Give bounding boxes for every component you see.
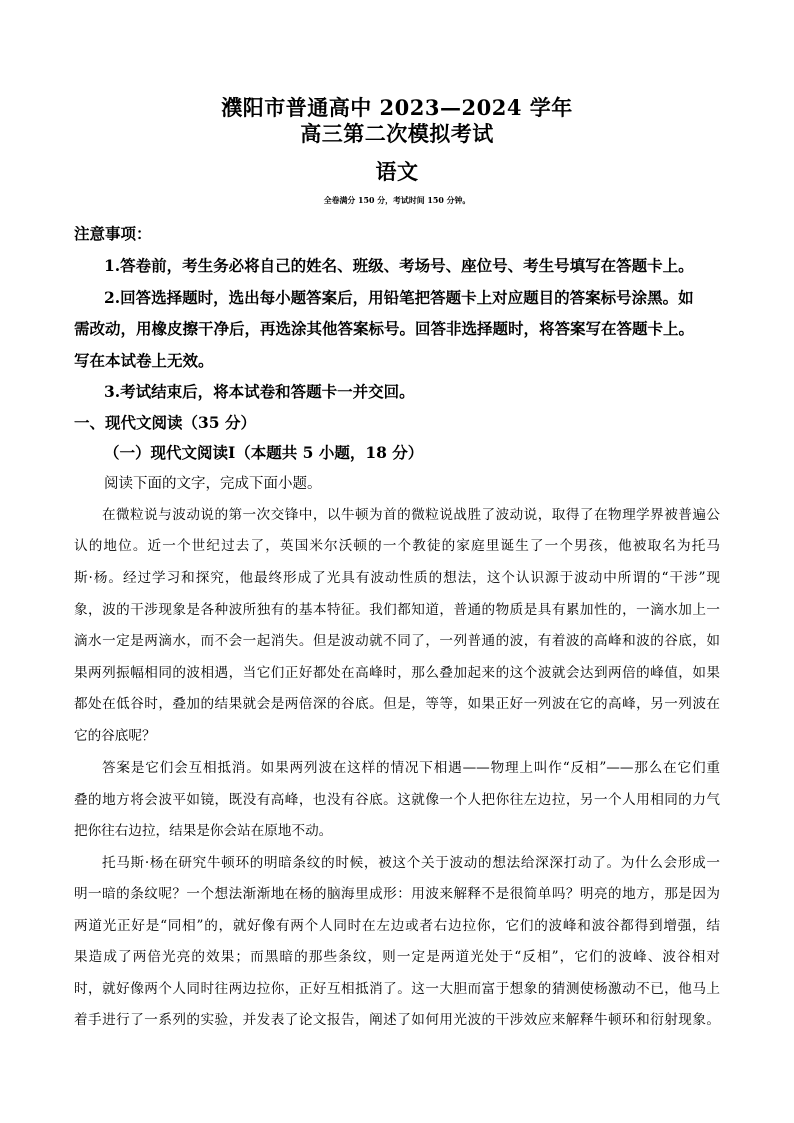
score-info: 全卷满分 150 分，考试时间 150 分钟。 [323,196,471,205]
notice-item-2-line-1: 2.回答选择题时，选出每小题答案后，用铅笔把答题卡上对应题目的答案标号涂黑。如 [104,288,694,307]
passage-line: 象，波的干涉现象是各种波所独有的基本特征。我们都知道，普通的物质是具有累加性的，一滴水加上一 [74,602,720,618]
notice-item-2-line-2: 需改动，用橡皮擦干净后，再选涂其他答案标号。回答非选择题时，将答案写在答题卡上。 [74,319,695,338]
passage-line: 答案是它们会互相抵消。如果两列波在这样的情况下相遇——物理上叫作“反相”——那么在它们重 [102,760,720,776]
reading-instruction: 阅读下面的文字，完成下面小题。 [104,476,322,492]
notice-item-3: 3.考试结束后，将本试卷和答题卡一并交回。 [104,382,415,401]
passage-line: 明一暗的条纹呢？一个想法渐渐地在杨的脑海里成形：用波来解释不是很简单吗？明亮的地方，那是因为 [74,886,720,902]
passage-line: 两道光正好是“同相”的，就好像有两个人同时在左边或者右边拉你，它们的波峰和波谷都得到增强，结 [74,918,720,934]
passage-line: 叠的地方将会波平如镜，既没有高峰，也没有谷底。这就像一个人把你往左边拉，另一个人用相同的力气 [74,792,720,808]
passage-line: 斯·杨。经过学习和探究，他最终形成了光具有波动性质的想法，这个认识源于波动中所谓的“干涉”现 [74,570,720,586]
notice-title: 注意事项： [74,224,152,243]
passage-line: 认的地位。近一个世纪过去了，英国米尔沃顿的一个教徒的家庭里诞生了一个男孩，他被取名为托马 [74,538,720,554]
passage-line: 时，就好像两个人同时往两边拉你，正好互相抵消了。这一大胆而富于想象的猜测使杨激动不已，他马上 [74,981,720,997]
subsection-heading: （一）现代文阅读Ⅰ（本题共 5 小题，18 分） [104,443,424,462]
notice-item-1: 1.答卷前，考生务必将自己的姓名、班级、考场号、座位号、考生号填写在答题卡上。 [104,256,694,275]
subject-title: 语文 [375,159,419,184]
passage-line: 把你往右边拉，结果是你会站在原地不动。 [74,823,333,839]
passage-line: 都处在低谷时，叠加的结果就会是两倍深的谷底。但是，等等，如果正好一列波在它的高峰，另一列波在 [74,696,720,712]
passage-line: 果两列振幅相同的波相遇，当它们正好都处在高峰时，那么叠加起来的这个波就会达到两倍的峰值，如果 [74,665,720,681]
passage-line: 着手进行了一系列的实验，并发表了论文报告，阐述了如何用光波的干涉效应来解释牛顿环和衍射现象。 [74,1012,720,1028]
passage-line: 托马斯·杨在研究牛顿环的明暗条纹的时候，被这个关于波动的想法给深深打动了。为什么会形成一 [102,855,720,871]
section-heading: 一、现代文阅读（35 分） [74,413,256,432]
passage-line: 它的谷底呢？ [74,728,156,744]
exam-title-line2: 高三第二次模拟考试 [300,121,494,146]
exam-title-line1: 濮阳市普通高中 2023—2024 学年 [221,95,573,120]
passage-line: 在微粒说与波动说的第一次交锋中，以牛顿为首的微粒说战胜了波动说，取得了在物理学界被普遍公 [102,507,720,523]
passage-line: 滴水一定是两滴水，而不会一起消失。但是波动就不同了，一列普通的波，有着波的高峰和波的谷底，如 [74,633,720,649]
passage-line: 果造成了两倍光亮的效果；而黑暗的那些条纹，则一定是两道光处于“反相”，它们的波峰、波谷相对 [74,949,720,965]
notice-item-2-line-3: 写在本试卷上无效。 [74,351,214,370]
